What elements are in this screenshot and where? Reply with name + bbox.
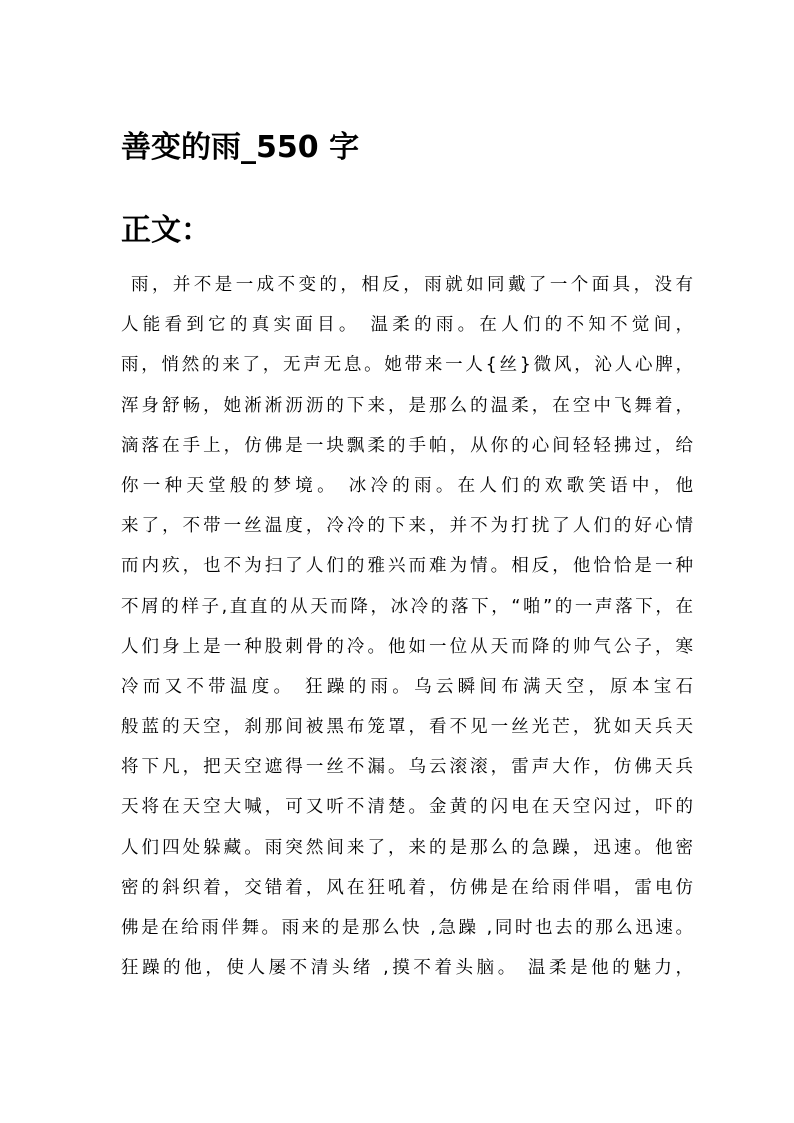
text-line: 雨，悄然的来了，无声无息。她带来一人{丝}微风，沁人心脾， (121, 355, 693, 376)
text-line: 而内疚，也不为扫了人们的雅兴而难为情。相反，他恰恰是一种 (121, 556, 693, 577)
section-heading: 正文： (121, 213, 211, 248)
text-line: 天将在天空大喊，可又听不清楚。金黄的闪电在天空闪过，吓的 (121, 797, 693, 818)
text-line: 人们身上是一种股刺骨的冷。他如一位从天而降的帅气公子，寒 (121, 636, 693, 657)
text-line: 冷而又不带温度。 狂躁的雨。乌云瞬间布满天空，原本宝石 (121, 676, 693, 697)
text-line: 浑身舒畅，她淅淅沥沥的下来，是那么的温柔，在空中飞舞着， (121, 395, 693, 416)
text-line: 将下凡，把天空遮得一丝不漏。乌云滚滚，雷声大作，仿佛天兵 (121, 757, 693, 778)
text-line: 人们四处躲藏。雨突然间来了，来的是那么的急躁，迅速。他密 (121, 837, 693, 858)
text-line: 来了，不带一丝温度，冷冷的下来，并不为打扰了人们的好心情 (121, 516, 693, 537)
text-line: 密的斜织着，交错着，风在狂吼着，仿佛是在给雨伴唱，雷电仿 (121, 877, 693, 898)
text-line: 狂躁的他，使人屡不清头绪 ,摸不着头脑。 温柔是他的魅力， (121, 958, 693, 979)
text-line: 人能看到它的真实面目。 温柔的雨。在人们的不知不觉间， (121, 315, 693, 336)
text-line: 般蓝的天空，刹那间被黑布笼罩，看不见一丝光芒，犹如天兵天 (121, 717, 693, 738)
document-title: 善变的雨_550 字 (121, 130, 360, 165)
text-line: 你一种天堂般的梦境。 冰冷的雨。在人们的欢歌笑语中，他 (121, 475, 693, 496)
text-line: 佛是在给雨伴舞。雨来的是那么快 ,急躁 ,同时也去的那么迅速。 (121, 918, 693, 938)
text-line: 滴落在手上，仿佛是一块飘柔的手帕，从你的心间轻轻拂过，给 (121, 435, 693, 456)
text-line: 不屑的样子,直直的从天而降，冰冷的落下，“啪”的一声落下，在 (121, 596, 693, 617)
body-text (121, 270, 693, 993)
text-line: 雨，并不是一成不变的，相反，雨就如同戴了一个面具，没有 (131, 275, 693, 295)
